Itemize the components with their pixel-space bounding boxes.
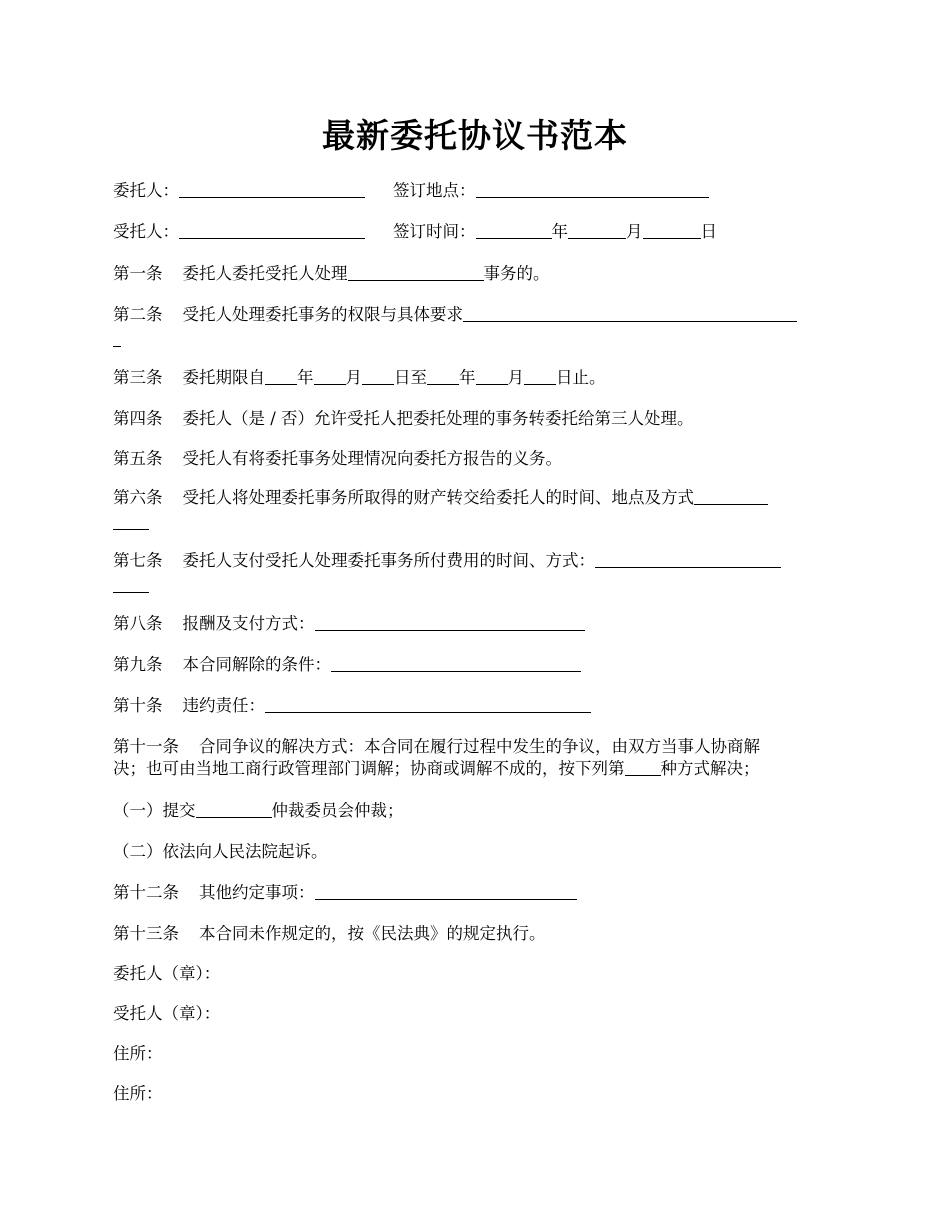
- term-start-month-blank: [314, 366, 346, 385]
- article-13-number: 第十三条: [113, 924, 179, 943]
- article-9-text: 本合同解除的条件：: [182, 655, 331, 674]
- article-10-blank: [265, 694, 591, 713]
- article-3-number: 第三条: [113, 368, 163, 387]
- article-8-blank: [315, 612, 585, 631]
- article-5-text: 受托人有将委托事务处理情况向委托方报告的义务。: [182, 449, 562, 468]
- article-10-text: 违约责任：: [182, 696, 265, 715]
- document-title: 最新委托协议书范本: [322, 116, 628, 155]
- article-13: [113, 918, 843, 950]
- term-end-year-blank: [427, 366, 459, 385]
- article-6-blank-2: [113, 511, 149, 530]
- sign-month-blank: [568, 220, 626, 239]
- article-2-number: 第二条: [113, 305, 163, 324]
- article-12-text: 其他约定事项：: [199, 883, 315, 902]
- article-1-number: 第一条: [113, 264, 163, 283]
- article-12-number: 第十二条: [113, 883, 179, 902]
- article-7-text: 委托人支付受托人处理委托事务所付费用的时间、方式：: [182, 551, 595, 570]
- article-3: [113, 362, 843, 394]
- article-3-text: 委托期限自: [182, 368, 265, 387]
- agent-address: 住所：: [113, 1084, 163, 1103]
- article-12: [113, 877, 843, 909]
- sign-time-group: [393, 216, 717, 248]
- term-end-day-blank: [524, 366, 556, 385]
- article-8-number: 第八条: [113, 614, 163, 633]
- term-end-month-label: 月: [507, 368, 524, 387]
- article-5-number: 第五条: [113, 449, 163, 468]
- option-1-suffix: 仲裁委员会仲裁；: [271, 801, 404, 820]
- term-end-label: 日止。: [556, 368, 606, 387]
- sign-day-label: 日: [700, 222, 717, 241]
- sign-year-label: 年: [551, 222, 568, 241]
- option-1-text: （一）提交: [113, 801, 196, 820]
- article-7-blank: [595, 549, 781, 568]
- article-7-blank-2: [113, 574, 149, 593]
- article-5: [113, 443, 843, 475]
- term-to-label: 日至: [394, 368, 427, 387]
- agent-row: [113, 216, 843, 248]
- agent-blank: [179, 220, 365, 239]
- article-7-number: 第七条: [113, 551, 163, 570]
- article-6-text: 受托人将处理委托事务所取得的财产转交给委托人的时间、地点及方式: [182, 488, 694, 507]
- term-start-year-label: 年: [297, 368, 314, 387]
- article-1-blank: [348, 262, 484, 281]
- article-2-blank-cont: [113, 324, 843, 356]
- sign-place-group: [393, 175, 709, 207]
- principal-address: 住所：: [113, 1044, 163, 1063]
- principal-row: [113, 175, 843, 207]
- principal-seal: 委托人（章）：: [113, 964, 221, 983]
- option-1: [113, 795, 843, 827]
- article-11-text-1: 合同争议的解决方式：本合同在履行过程中发生的争议，由双方当事人协商解: [199, 737, 760, 756]
- article-13-text: 本合同未作规定的，按《民法典》的规定执行。: [199, 924, 546, 943]
- article-2-blank-2: [113, 328, 121, 347]
- article-10-number: 第十条: [113, 696, 163, 715]
- sign-month-label: 月: [626, 222, 643, 241]
- term-start-year-blank: [265, 366, 297, 385]
- article-10: [113, 690, 843, 722]
- article-8: [113, 608, 843, 640]
- article-11-line-2: [113, 753, 843, 785]
- dispute-method-blank: [625, 757, 661, 776]
- sign-year-blank: [476, 220, 552, 239]
- article-4-text: 委托人（是 / 否）允许受托人把委托处理的事务转委托给第三人处理。: [182, 409, 694, 428]
- article-9-blank: [331, 653, 581, 672]
- option-2: [113, 836, 843, 868]
- agent-seal: 受托人（章）：: [113, 1004, 221, 1023]
- article-11-number: 第十一条: [113, 737, 179, 756]
- article-6-blank-cont: [113, 507, 843, 539]
- article-6-blank: [694, 486, 768, 505]
- article-4-number: 第四条: [113, 409, 163, 428]
- term-end-month-blank: [476, 366, 508, 385]
- term-end-year-label: 年: [459, 368, 476, 387]
- article-4: [113, 403, 843, 435]
- principal-label: 委托人：: [113, 181, 179, 200]
- term-start-day-blank: [362, 366, 394, 385]
- article-7-blank-cont: [113, 570, 843, 602]
- sign-place-label: 签订地点：: [393, 181, 476, 200]
- article-2-blank: [463, 303, 797, 322]
- sign-day-blank: [643, 220, 701, 239]
- sign-place-blank: [476, 179, 709, 198]
- article-12-blank: [315, 881, 577, 900]
- article-1-text: 委托人委托受托人处理: [182, 264, 348, 283]
- article-11-text-2: 决；也可由当地工商行政管理部门调解；协商或调解不成的，按下列第: [113, 759, 625, 778]
- article-6-number: 第六条: [113, 488, 163, 507]
- principal-blank: [179, 179, 365, 198]
- article-9-number: 第九条: [113, 655, 163, 674]
- arbitration-blank: [196, 799, 272, 818]
- article-8-text: 报酬及支付方式：: [182, 614, 315, 633]
- article-9: [113, 649, 843, 681]
- article-1: [113, 258, 843, 290]
- option-2-text: （二）依法向人民法院起诉。: [113, 842, 328, 861]
- article-11-text-3: 种方式解决；: [660, 759, 760, 778]
- sign-time-label: 签订时间：: [393, 222, 476, 241]
- article-1-suffix: 事务的。: [483, 264, 550, 283]
- article-2-text: 受托人处理委托事务的权限与具体要求: [182, 305, 463, 324]
- term-start-month-label: 月: [345, 368, 362, 387]
- agent-label: 受托人：: [113, 222, 179, 241]
